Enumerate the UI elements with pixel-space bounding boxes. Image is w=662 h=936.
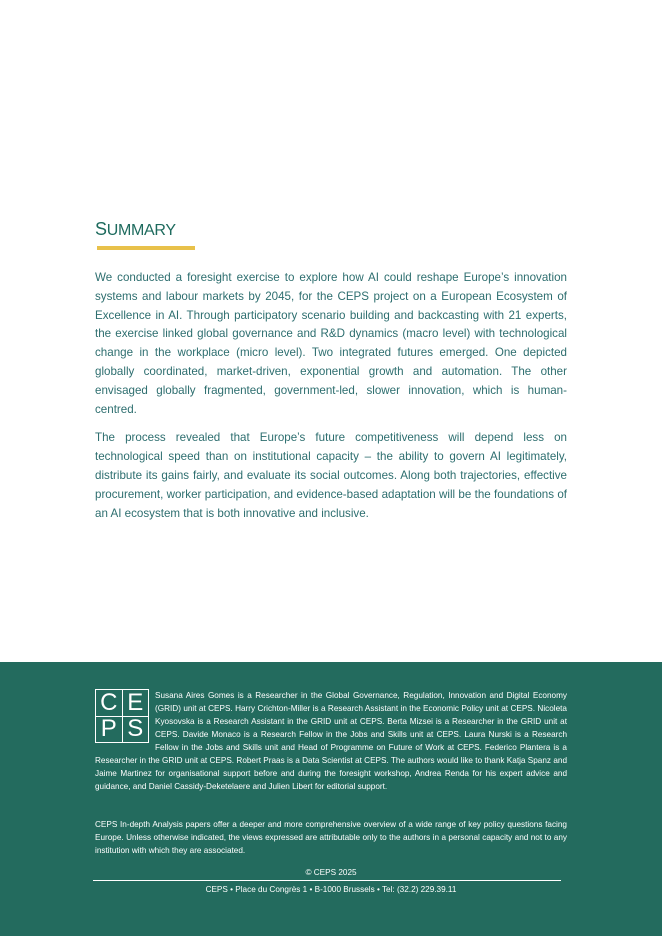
summary-body	[95, 269, 567, 533]
series-note: CEPS In-depth Analysis papers offer a deeper and more comprehensive overview of a wide range of key policy questions facing Europe. Unless otherwise indicated, the views expressed are attributable only to the authors in a personal capacity and not to any institution with which they are associated.	[95, 820, 567, 855]
ceps-logo	[95, 689, 149, 743]
summary-paragraph-1: We conducted a foresight exercise to explore how AI could reshape Europe’s innovation systems and labour markets by 2045, for the CEPS project on a European Ecosystem of Excellence in AI. Through participatory scenario building and backcasting with 21 experts, the exercise linked global governance and R&D dynamics (macro level) with technological change in the workplace (micro level). Two integrated futures emerged. One depicted globally coordinated, market-driven, exponential growth and automation. The other envisaged globally fragmented, government-led, slower innovation, which is human-centred.	[95, 271, 567, 416]
summary-paragraph-2: The process revealed that Europe’s future competitiveness will depend less on technological speed than on institutional capacity – the ability to govern AI legitimately, distribute its gains fairly, and evaluate its social outcomes. Along both trajectories, effective procurement, worker participation, and evidence-based adaptation will be the foundations of an AI ecosystem that is both innovative and inclusive.	[95, 431, 567, 520]
copyright: © CEPS 2025	[305, 868, 357, 877]
logo-letter-p: P	[96, 717, 122, 743]
logo-letter-s: S	[123, 717, 149, 743]
author-bios-text: Susana Aires Gomes is a Researcher in the Global Governance, Regulation, Innovation and Digital Economy (GRID) unit at CEPS. Harry Crichton-Miller is a Research Assistant in the Economic Policy unit at CEPS. Nicoleta Kyosovska is a Research Assistant in the GRID unit at CEPS. Berta Mizsei is a Researcher in the GRID unit at CEPS. Davide Monaco is a Research Fellow in the Jobs and Skills unit at CEPS. Laura Nurski is a Research Fellow in the Jobs and Skills unit and Head of Programme on Future of Work at CEPS. Federico Plantera is a Researcher in the GRID unit at CEPS. Robert Praas is a Data Scientist at CEPS. The authors would like to thank Katja Spanz and Jaime Martinez for organisational support before and during the foresight workshop, Andrea Renda for his expert advice and guidance, and Daniel Cassidy-Deketelaere and Julien Libert for editorial support.	[95, 691, 567, 791]
logo-letter-c: C	[96, 690, 122, 716]
author-bios	[95, 689, 567, 793]
logo-letter-e: E	[123, 690, 149, 716]
heading-accent-bar	[97, 246, 195, 250]
address: CEPS • Place du Congrès 1 • B-1000 Brussels • Tel: (32.2) 229.39.11	[205, 885, 457, 894]
footer-divider	[93, 880, 561, 881]
footer	[0, 662, 662, 936]
summary-heading	[95, 219, 176, 240]
summary-heading-initial: S	[95, 219, 107, 239]
summary-heading-rest: UMMARY	[106, 222, 176, 239]
